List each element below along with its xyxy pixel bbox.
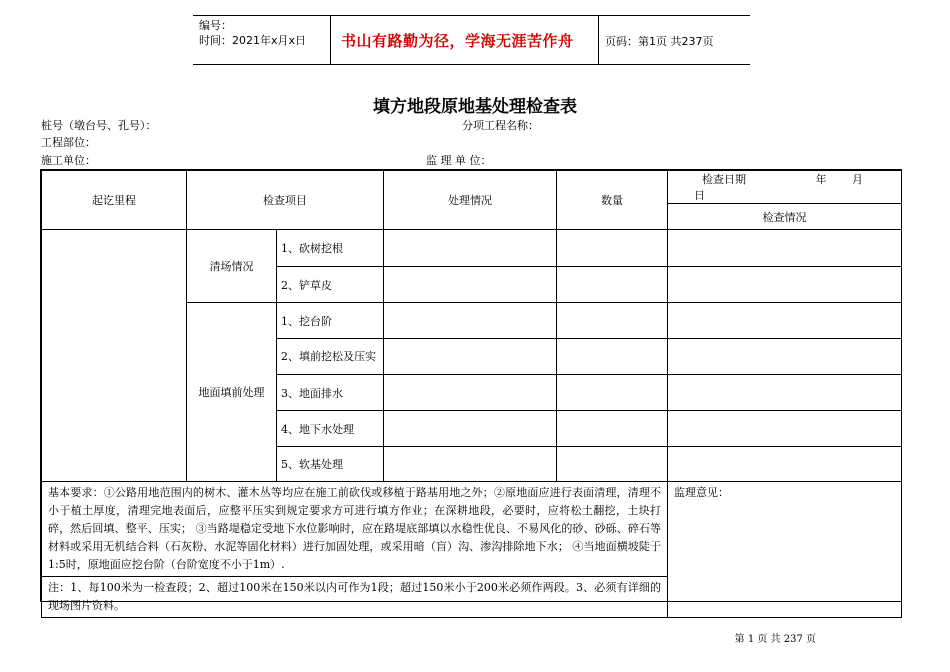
header-motto: 书山有路勤为径，学海无涯苦作舟 [341,32,574,50]
treatment-cell[interactable] [384,303,557,339]
supervisor-label: 监 理 单 位： [426,154,492,167]
supervision-opinion[interactable]: 监理意见： [668,482,902,618]
date-label: 时间：2021年x月x日 [199,34,307,47]
treatment-cell[interactable] [384,230,557,267]
page-title: 填方地段原地基处理检查表 [373,97,577,117]
basic-requirements: 基本要求：①公路用地范围内的树木、灌木丛等均应在施工前砍伐或移植于路基用地之外；②原地面应进行表面清理，清理不小于植土厚度，清理完地表面后，应整平压实到规定要求方可进行填方作业；在深耕地段，必要时，应将松土翻挖，土块打碎，然后回填、整平、压实； ③当路堤稳定受地下水位影响时，应在路堤底部填以水稳性优良、不易风化的砂、砂砾、碎石等材料或采用无机结合料（石灰粉、水泥等固化材料）进行加固处理，或采用暗（盲）沟、渗沟排除地下水； ④当地面横坡陡于1:5时，原地面应挖台阶（台阶宽度不小于1m）. [42,482,668,577]
project-part-label: 工程部位： [41,136,96,149]
check-status-cell[interactable] [668,267,902,303]
item-cell: 4、地下水处理 [277,411,384,447]
quantity-cell[interactable] [557,339,668,375]
item-cell: 3、地面排水 [277,375,384,411]
contractor-label: 施工单位： [41,154,96,167]
document-header [193,15,750,65]
header-divider [330,16,331,64]
check-status-cell[interactable] [668,447,902,482]
check-status-cell[interactable] [668,303,902,339]
check-status-cell[interactable] [668,339,902,375]
quantity-cell[interactable] [557,230,668,267]
mileage-cell[interactable] [42,230,187,482]
quantity-cell[interactable] [557,267,668,303]
group-ground-treatment: 地面填前处理 [187,303,277,482]
col-treatment: 处理情况 [384,171,557,230]
item-cell: 2、铲草皮 [277,267,384,303]
page-footer: 第 1 页 共 237 页 [734,634,816,645]
month-label: 月 [852,173,863,186]
day-label: 日 [694,189,705,202]
header-left [199,18,306,48]
treatment-cell[interactable] [384,447,557,482]
item-cell: 2、填前挖松及压实 [277,339,384,375]
serial-label: 编号： [199,19,232,32]
col-check-status: 检查情况 [668,204,902,230]
header-divider [598,16,599,64]
quantity-cell[interactable] [557,447,668,482]
check-status-cell[interactable] [668,230,902,267]
quantity-cell[interactable] [557,303,668,339]
header-page-info: 页码：第1页 共237页 [605,35,714,48]
treatment-cell[interactable] [384,339,557,375]
sub-project-label: 分项工程名称： [462,119,539,132]
item-cell: 1、挖台阶 [277,303,384,339]
year-label: 年 [815,173,827,186]
item-cell: 5、软基处理 [277,447,384,482]
treatment-cell[interactable] [384,375,557,411]
col-quantity: 数量 [557,171,668,230]
check-status-cell[interactable] [668,411,902,447]
col-check-item: 检查项目 [187,171,384,230]
quantity-cell[interactable] [557,411,668,447]
treatment-cell[interactable] [384,411,557,447]
check-date-cell [668,171,902,204]
col-start-mileage: 起讫里程 [42,171,187,230]
check-status-cell[interactable] [668,375,902,411]
item-cell: 1、砍树挖根 [277,230,384,267]
quantity-cell[interactable] [557,375,668,411]
treatment-cell[interactable] [384,267,557,303]
inspection-table [41,170,902,618]
group-clearing: 清场情况 [187,230,277,303]
check-date-label: 检查日期 [702,173,746,186]
pile-no-label: 桩号（墩台号、孔号）： [41,119,157,132]
table-note: 注：1、每100米为一检查段；2、超过100米在150米以内可作为1段；超过150米小于200米必须作两段。3、必须有详细的现场图片资料。 [42,577,668,618]
